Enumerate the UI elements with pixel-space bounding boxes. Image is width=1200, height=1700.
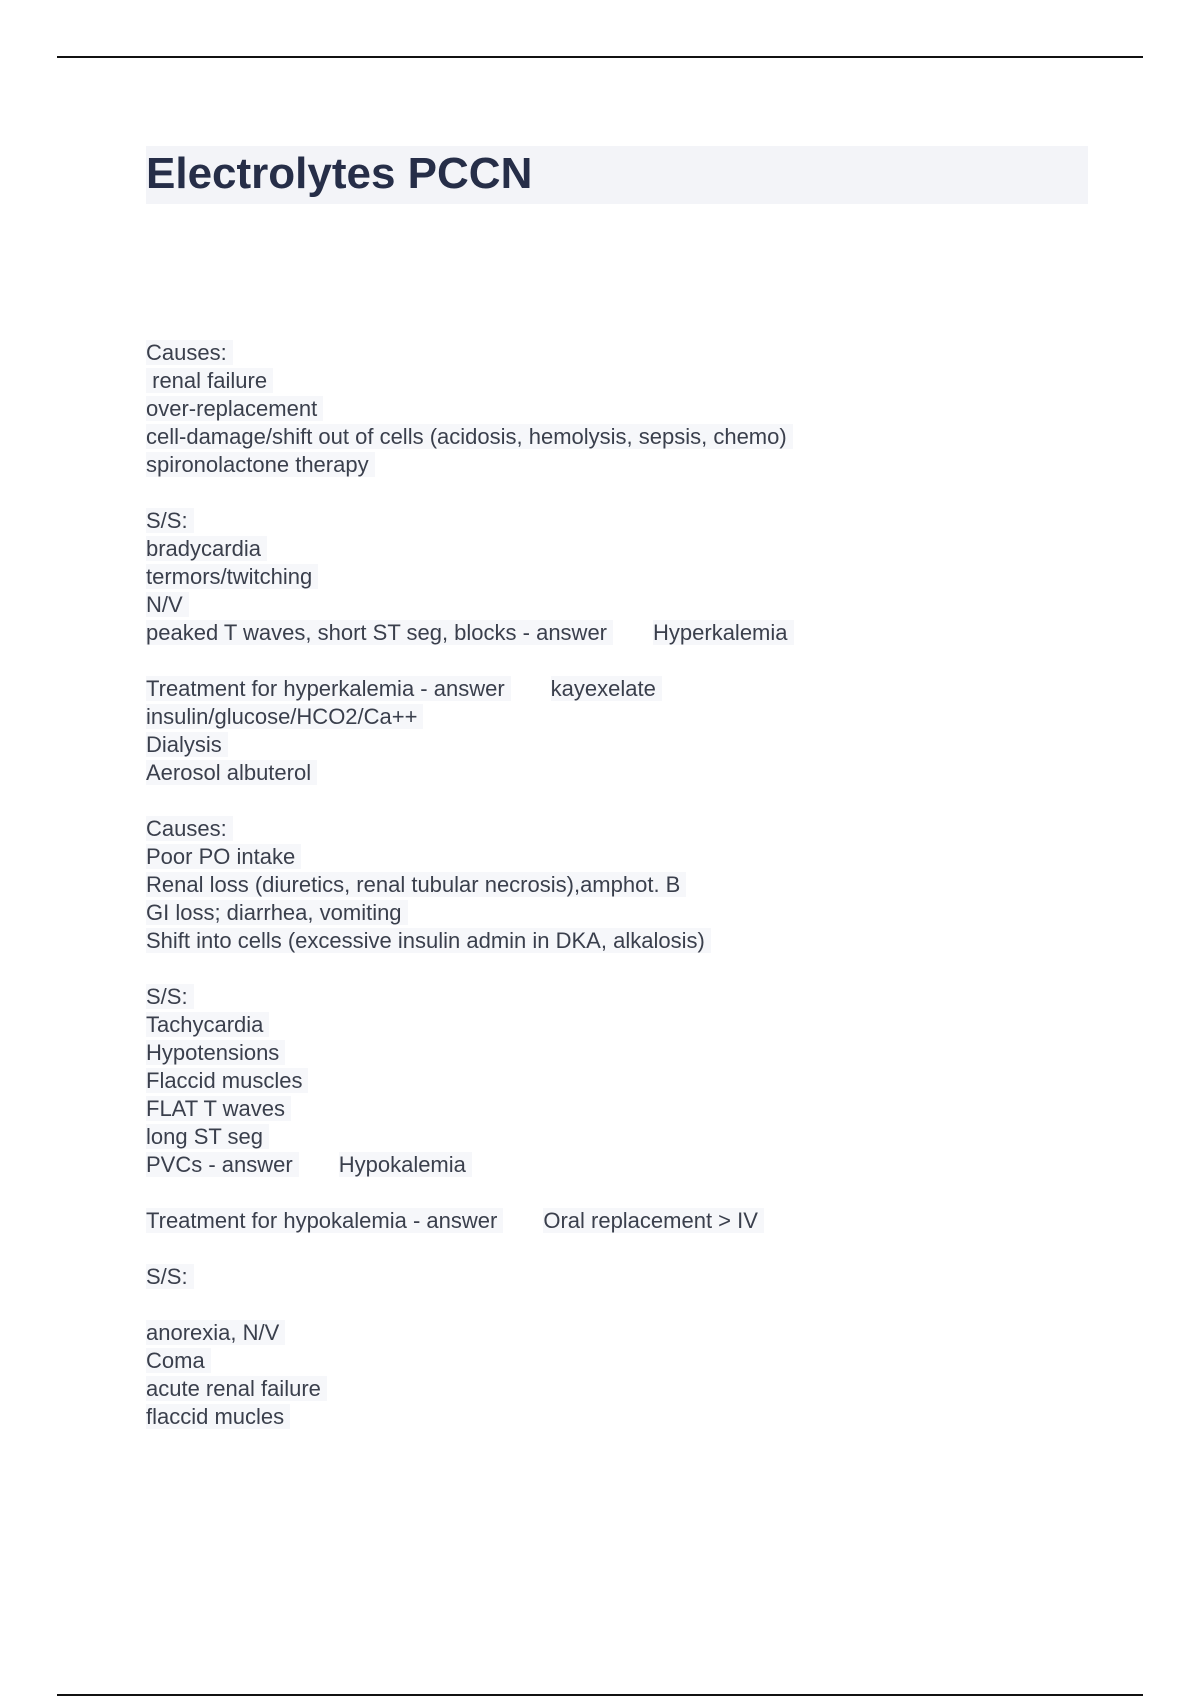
card-answer: Hypokalemia: [339, 1152, 472, 1177]
card-line: S/S:: [146, 983, 1106, 1011]
card-answer: Oral replacement > IV: [543, 1208, 764, 1233]
card-line: cell-damage/shift out of cells (acidosis, hemolysis, sepsis, chemo): [146, 423, 1106, 451]
card-line: S/S:: [146, 507, 1106, 535]
card-line: GI loss; diarrhea, vomiting: [146, 899, 1106, 927]
top-rule: [57, 56, 1143, 58]
card-line: acute renal failure: [146, 1375, 1106, 1403]
card-line: Renal loss (diuretics, renal tubular necrosis),amphot. B: [146, 871, 1106, 899]
card-line: termors/twitching: [146, 563, 1106, 591]
flashcard: [146, 339, 1106, 647]
card-line: Hypotensions: [146, 1039, 1106, 1067]
card-question-line: [146, 1207, 1106, 1235]
card-line: over-replacement: [146, 395, 1106, 423]
card-question: Treatment for hypokalemia - answer: [146, 1208, 503, 1233]
card-line: Causes:: [146, 339, 1106, 367]
card-line: [146, 479, 1106, 507]
card-question-line: [146, 675, 1106, 703]
card-answer-line: insulin/glucose/HCO2/Ca++: [146, 703, 1106, 731]
card-line: N/V: [146, 591, 1106, 619]
flashcard: [146, 1207, 1106, 1235]
card-line: [146, 955, 1106, 983]
card-line: spironolactone therapy: [146, 451, 1106, 479]
card-line: S/S:: [146, 1263, 1106, 1291]
card-question: Treatment for hyperkalemia - answer: [146, 676, 511, 701]
card-line: Coma: [146, 1347, 1106, 1375]
card-answer-line: Aerosol albuterol: [146, 759, 1106, 787]
card-question-line: [146, 1151, 1106, 1179]
card-line: flaccid mucles: [146, 1403, 1106, 1431]
flashcard-list: [146, 339, 1106, 1431]
card-question: peaked T waves, short ST seg, blocks - answer: [146, 620, 613, 645]
card-line: Causes:: [146, 815, 1106, 843]
card-line: FLAT T waves: [146, 1095, 1106, 1123]
flashcard: [146, 1263, 1106, 1431]
card-answer: Hyperkalemia: [653, 620, 794, 645]
card-question-line: [146, 619, 1106, 647]
flashcard: [146, 675, 1106, 787]
card-line: renal failure: [146, 367, 1106, 395]
card-answer-line: Dialysis: [146, 731, 1106, 759]
flashcard: [146, 815, 1106, 1179]
card-line: long ST seg: [146, 1123, 1106, 1151]
card-line: bradycardia: [146, 535, 1106, 563]
card-line: Shift into cells (excessive insulin admin in DKA, alkalosis): [146, 927, 1106, 955]
card-answer: kayexelate: [551, 676, 662, 701]
card-question: PVCs - answer: [146, 1152, 299, 1177]
page-title: Electrolytes PCCN: [146, 149, 533, 198]
bottom-rule: [57, 1694, 1143, 1696]
card-line: Flaccid muscles: [146, 1067, 1106, 1095]
card-line: Tachycardia: [146, 1011, 1106, 1039]
card-line: [146, 1291, 1106, 1319]
card-line: anorexia, N/V: [146, 1319, 1106, 1347]
card-line: Poor PO intake: [146, 843, 1106, 871]
